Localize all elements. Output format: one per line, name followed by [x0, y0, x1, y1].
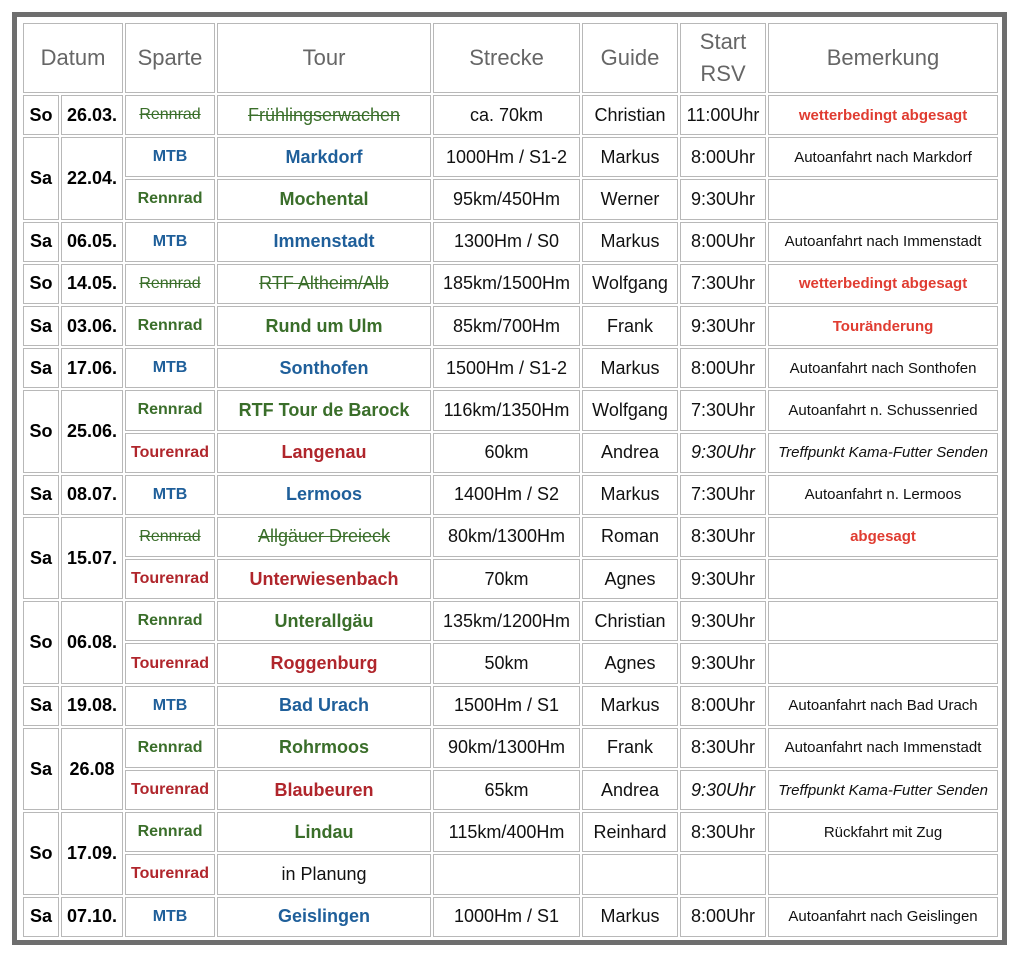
date-cell: 22.04. — [61, 137, 123, 219]
start-cell: 7:30Uhr — [680, 475, 766, 515]
start-cell: 9:30Uhr — [680, 601, 766, 641]
schedule-frame — [12, 12, 1007, 945]
table-row — [23, 475, 998, 515]
strecke-cell: 1300Hm / S0 — [433, 222, 580, 262]
tour-cell: Langenau — [217, 433, 431, 473]
tour-cell: Frühlingserwachen — [217, 95, 431, 135]
day-cell: Sa — [23, 306, 59, 346]
header-start-line2: RSV — [700, 61, 746, 86]
remark-cell: wetterbedingt abgesagt — [768, 264, 998, 304]
day-cell: So — [23, 812, 59, 894]
remark-cell: Autoanfahrt nach Immenstadt — [768, 222, 998, 262]
sparte-cell: Rennrad — [125, 264, 215, 304]
sparte-cell: Tourenrad — [125, 770, 215, 810]
tour-cell: in Planung — [217, 854, 431, 894]
day-cell: Sa — [23, 348, 59, 388]
guide-cell: Reinhard — [582, 812, 678, 852]
day-cell: Sa — [23, 686, 59, 726]
start-cell: 8:00Uhr — [680, 348, 766, 388]
day-cell: Sa — [23, 897, 59, 937]
tour-cell: Sonthofen — [217, 348, 431, 388]
date-cell: 17.06. — [61, 348, 123, 388]
remark-cell: Touränderung — [768, 306, 998, 346]
start-cell: 8:00Uhr — [680, 897, 766, 937]
header-start-line1: Start — [699, 29, 747, 54]
remark-cell: wetterbedingt abgesagt — [768, 95, 998, 135]
day-cell: So — [23, 601, 59, 683]
tour-cell: Geislingen — [217, 897, 431, 937]
guide-cell — [582, 854, 678, 894]
day-cell: So — [23, 264, 59, 304]
sparte-cell: Tourenrad — [125, 643, 215, 683]
sparte-cell: Rennrad — [125, 306, 215, 346]
remark-cell: Treffpunkt Kama-Futter Senden — [768, 770, 998, 810]
strecke-cell: 1500Hm / S1 — [433, 686, 580, 726]
guide-cell: Markus — [582, 475, 678, 515]
date-cell: 26.03. — [61, 95, 123, 135]
tour-cell: Lermoos — [217, 475, 431, 515]
guide-cell: Markus — [582, 348, 678, 388]
strecke-cell: 90km/1300Hm — [433, 728, 580, 768]
start-cell: 9:30Uhr — [680, 770, 766, 810]
table-row — [23, 179, 998, 219]
remark-cell — [768, 179, 998, 219]
header-row — [23, 23, 998, 93]
sparte-cell: MTB — [125, 475, 215, 515]
tour-cell: Allgäuer Dreieck — [217, 517, 431, 557]
tour-cell: RTF Altheim/Alb — [217, 264, 431, 304]
tour-schedule-table — [21, 21, 1000, 939]
day-cell: Sa — [23, 222, 59, 262]
table-row — [23, 390, 998, 430]
remark-cell: Autoanfahrt nach Sonthofen — [768, 348, 998, 388]
guide-cell: Agnes — [582, 559, 678, 599]
start-cell: 8:00Uhr — [680, 137, 766, 177]
table-row — [23, 643, 998, 683]
strecke-cell: 185km/1500Hm — [433, 264, 580, 304]
sparte-cell: Tourenrad — [125, 854, 215, 894]
table-row — [23, 137, 998, 177]
guide-cell: Markus — [582, 137, 678, 177]
strecke-cell: 80km/1300Hm — [433, 517, 580, 557]
sparte-cell: Tourenrad — [125, 559, 215, 599]
remark-cell: Treffpunkt Kama-Futter Senden — [768, 433, 998, 473]
day-cell: Sa — [23, 137, 59, 219]
guide-cell: Frank — [582, 728, 678, 768]
guide-cell: Frank — [582, 306, 678, 346]
strecke-cell: ca. 70km — [433, 95, 580, 135]
table-row — [23, 95, 998, 135]
sparte-cell: MTB — [125, 686, 215, 726]
sparte-cell: Rennrad — [125, 728, 215, 768]
strecke-cell: 1000Hm / S1 — [433, 897, 580, 937]
date-cell: 06.08. — [61, 601, 123, 683]
header-sparte: Sparte — [125, 23, 215, 93]
sparte-cell: Rennrad — [125, 812, 215, 852]
start-cell: 8:30Uhr — [680, 517, 766, 557]
remark-cell: Autoanfahrt nach Bad Urach — [768, 686, 998, 726]
table-row — [23, 433, 998, 473]
table-row — [23, 264, 998, 304]
tour-cell: Unterwiesenbach — [217, 559, 431, 599]
header-strecke: Strecke — [433, 23, 580, 93]
start-cell: 7:30Uhr — [680, 264, 766, 304]
start-cell: 8:30Uhr — [680, 728, 766, 768]
strecke-cell: 50km — [433, 643, 580, 683]
strecke-cell: 65km — [433, 770, 580, 810]
start-cell: 9:30Uhr — [680, 559, 766, 599]
table-row — [23, 854, 998, 894]
table-row — [23, 686, 998, 726]
date-cell: 08.07. — [61, 475, 123, 515]
start-cell: 8:00Uhr — [680, 686, 766, 726]
date-cell: 17.09. — [61, 812, 123, 894]
guide-cell: Agnes — [582, 643, 678, 683]
sparte-cell: Rennrad — [125, 179, 215, 219]
day-cell: Sa — [23, 475, 59, 515]
table-row — [23, 728, 998, 768]
sparte-cell: MTB — [125, 897, 215, 937]
start-cell: 11:00Uhr — [680, 95, 766, 135]
date-cell: 25.06. — [61, 390, 123, 472]
date-cell: 06.05. — [61, 222, 123, 262]
sparte-cell: Tourenrad — [125, 433, 215, 473]
remark-cell: Autoanfahrt nach Markdorf — [768, 137, 998, 177]
header-datum: Datum — [23, 23, 123, 93]
start-cell: 7:30Uhr — [680, 390, 766, 430]
table-row — [23, 306, 998, 346]
table-row — [23, 897, 998, 937]
date-cell: 19.08. — [61, 686, 123, 726]
strecke-cell: 85km/700Hm — [433, 306, 580, 346]
sparte-cell: Rennrad — [125, 95, 215, 135]
tour-cell: Roggenburg — [217, 643, 431, 683]
sparte-cell: Rennrad — [125, 390, 215, 430]
tour-cell: Unterallgäu — [217, 601, 431, 641]
guide-cell: Markus — [582, 222, 678, 262]
sparte-cell: MTB — [125, 348, 215, 388]
date-cell: 07.10. — [61, 897, 123, 937]
guide-cell: Christian — [582, 95, 678, 135]
start-cell — [680, 854, 766, 894]
start-cell: 9:30Uhr — [680, 179, 766, 219]
strecke-cell: 60km — [433, 433, 580, 473]
day-cell: Sa — [23, 517, 59, 599]
sparte-cell: MTB — [125, 137, 215, 177]
guide-cell: Werner — [582, 179, 678, 219]
tour-cell: Mochental — [217, 179, 431, 219]
tour-cell: Blaubeuren — [217, 770, 431, 810]
sparte-cell: Rennrad — [125, 601, 215, 641]
tour-cell: Bad Urach — [217, 686, 431, 726]
guide-cell: Andrea — [582, 433, 678, 473]
start-cell: 9:30Uhr — [680, 643, 766, 683]
tour-cell: RTF Tour de Barock — [217, 390, 431, 430]
remark-cell — [768, 643, 998, 683]
table-row — [23, 812, 998, 852]
table-row — [23, 770, 998, 810]
guide-cell: Markus — [582, 686, 678, 726]
date-cell: 03.06. — [61, 306, 123, 346]
date-cell: 14.05. — [61, 264, 123, 304]
guide-cell: Wolfgang — [582, 390, 678, 430]
date-cell: 26.08 — [61, 728, 123, 810]
start-cell: 8:00Uhr — [680, 222, 766, 262]
sparte-cell: Rennrad — [125, 517, 215, 557]
day-cell: So — [23, 390, 59, 472]
strecke-cell: 116km/1350Hm — [433, 390, 580, 430]
header-bemerkung: Bemerkung — [768, 23, 998, 93]
sparte-cell: MTB — [125, 222, 215, 262]
start-cell: 8:30Uhr — [680, 812, 766, 852]
strecke-cell: 1000Hm / S1-2 — [433, 137, 580, 177]
table-row — [23, 222, 998, 262]
date-cell: 15.07. — [61, 517, 123, 599]
table-row — [23, 517, 998, 557]
remark-cell — [768, 559, 998, 599]
day-cell: So — [23, 95, 59, 135]
strecke-cell: 1500Hm / S1-2 — [433, 348, 580, 388]
strecke-cell: 115km/400Hm — [433, 812, 580, 852]
strecke-cell — [433, 854, 580, 894]
table-row — [23, 348, 998, 388]
start-cell: 9:30Uhr — [680, 433, 766, 473]
strecke-cell: 70km — [433, 559, 580, 599]
remark-cell: Autoanfahrt n. Schussenried — [768, 390, 998, 430]
guide-cell: Andrea — [582, 770, 678, 810]
guide-cell: Roman — [582, 517, 678, 557]
strecke-cell: 95km/450Hm — [433, 179, 580, 219]
remark-cell: Rückfahrt mit Zug — [768, 812, 998, 852]
header-start-rsv — [680, 23, 766, 93]
guide-cell: Christian — [582, 601, 678, 641]
table-row — [23, 559, 998, 599]
strecke-cell: 1400Hm / S2 — [433, 475, 580, 515]
tour-cell: Immenstadt — [217, 222, 431, 262]
tour-cell: Rund um Ulm — [217, 306, 431, 346]
strecke-cell: 135km/1200Hm — [433, 601, 580, 641]
header-tour: Tour — [217, 23, 431, 93]
remark-cell: Autoanfahrt n. Lermoos — [768, 475, 998, 515]
guide-cell: Markus — [582, 897, 678, 937]
header-guide: Guide — [582, 23, 678, 93]
remark-cell: abgesagt — [768, 517, 998, 557]
table-row — [23, 601, 998, 641]
remark-cell: Autoanfahrt nach Immenstadt — [768, 728, 998, 768]
remark-cell — [768, 854, 998, 894]
remark-cell — [768, 601, 998, 641]
tour-cell: Markdorf — [217, 137, 431, 177]
remark-cell: Autoanfahrt nach Geislingen — [768, 897, 998, 937]
tour-cell: Rohrmoos — [217, 728, 431, 768]
day-cell: Sa — [23, 728, 59, 810]
tour-cell: Lindau — [217, 812, 431, 852]
guide-cell: Wolfgang — [582, 264, 678, 304]
start-cell: 9:30Uhr — [680, 306, 766, 346]
